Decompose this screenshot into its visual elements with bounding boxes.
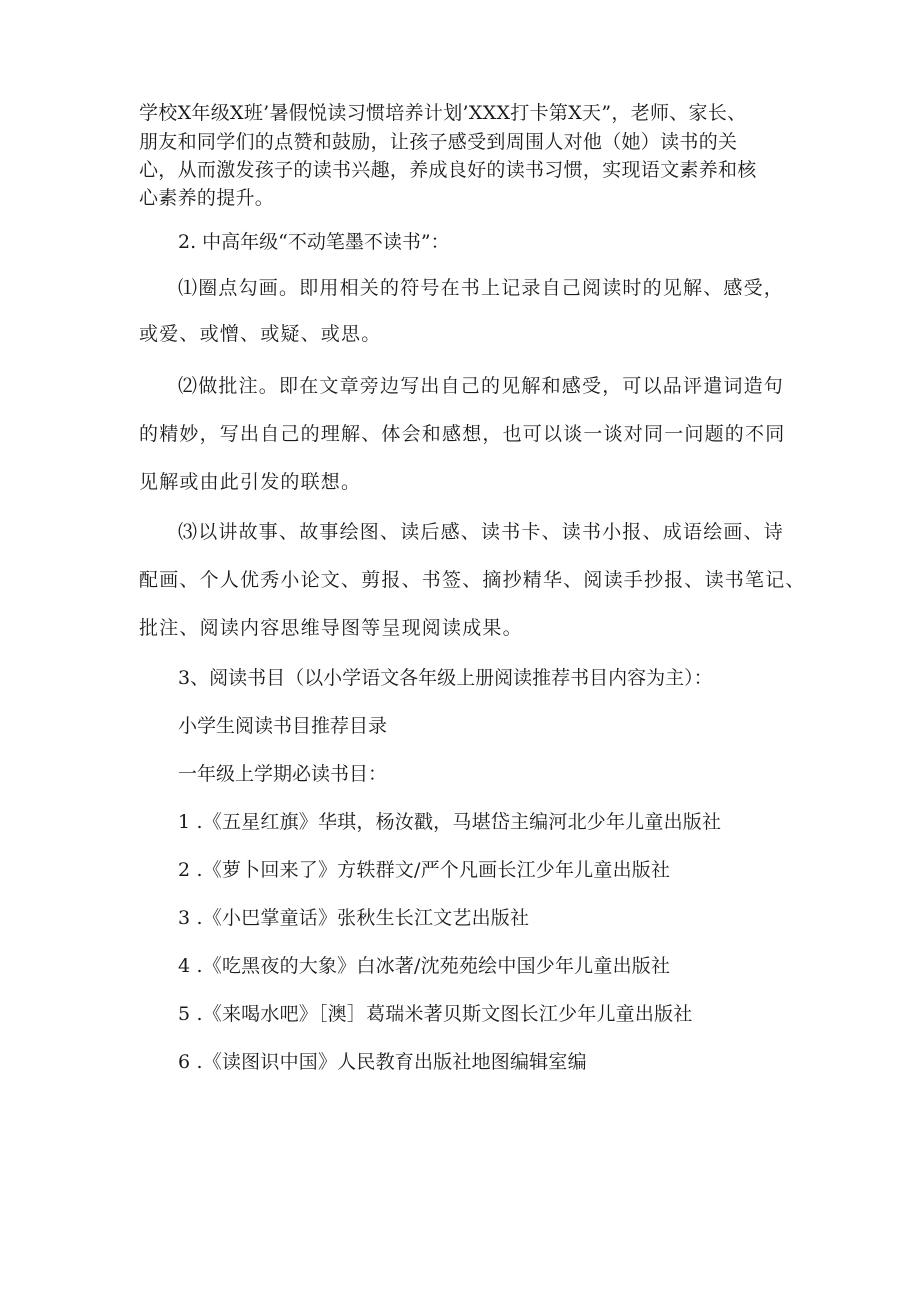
book-item-6: 6 .《读图识中国》人民教育出版社地图编辑室编 [178,1051,587,1073]
book-item-1: 1 .《五星红旗》华琪，杨汝戳，马堪岱主编河北少年儿童出版社 [178,811,722,833]
item-3-line-1: ⑶以讲故事、故事绘图、读后感、读书卡、读书小报、成语绘画、诗 [178,521,785,543]
book-item-3: 3 .《小巴掌童话》张秋生长江文艺出版社 [178,907,530,929]
item-1-line-1: ⑴圈点勾画。即用相关的符号在书上记录自己阅读时的见解、感受， [178,277,785,299]
intro-line-1: 学校X年级X班’暑假悦读习惯培养计划’XXX打卡第X天”，老师、家长、 [139,102,747,124]
intro-line-2: 朋友和同学们的点赞和鼓励，让孩子感受到周围人对他（她）读书的关 [139,131,738,153]
section-3-heading: 3、阅读书目（以小学语文各年级上册阅读推荐书目内容为主）： [178,667,713,689]
book-item-2: 2 .《萝卜回来了》方轶群文/严个凡画长江少年儿童出版社 [178,859,671,881]
book-item-4: 4 .《吃黑夜的大象》白冰著/沈苑苑绘中国少年儿童出版社 [178,955,671,977]
grade-heading: 一年级上学期必读书目： [178,763,388,785]
item-2-line-3: 见解或由此引发的联想。 [139,471,362,493]
intro-line-4: 心素养的提升。 [139,187,275,209]
item-2-line-2: 的精妙，写出自己的理解、体会和感想，也可以谈一谈对同一问题的不同 [139,423,786,445]
item-3-line-3: 批注、阅读内容思维导图等呈现阅读成果。 [139,617,523,639]
intro-line-3: 心，从而激发孩子的读书兴趣，养成良好的读书习惯，实现语文素养和核 [139,159,757,181]
section-2-heading: 2. 中高年级“不动笔墨不读书”： [178,231,450,253]
book-item-5: 5 .《来喝水吧》［澳］葛瑞米著贝斯文图长江少年儿童出版社 [178,1003,693,1025]
item-3-line-2: 配画、个人优秀小论文、剪报、书签、摘抄精华、阅读手抄报、读书笔记、 [139,569,806,591]
item-2-line-1: ⑵做批注。即在文章旁边写出自己的见解和感受，可以品评遣词造句 [178,375,785,397]
item-1-line-2: 或爱、或憎、或疑、或思。 [139,323,382,345]
book-list-title: 小学生阅读书目推荐目录 [178,715,388,737]
